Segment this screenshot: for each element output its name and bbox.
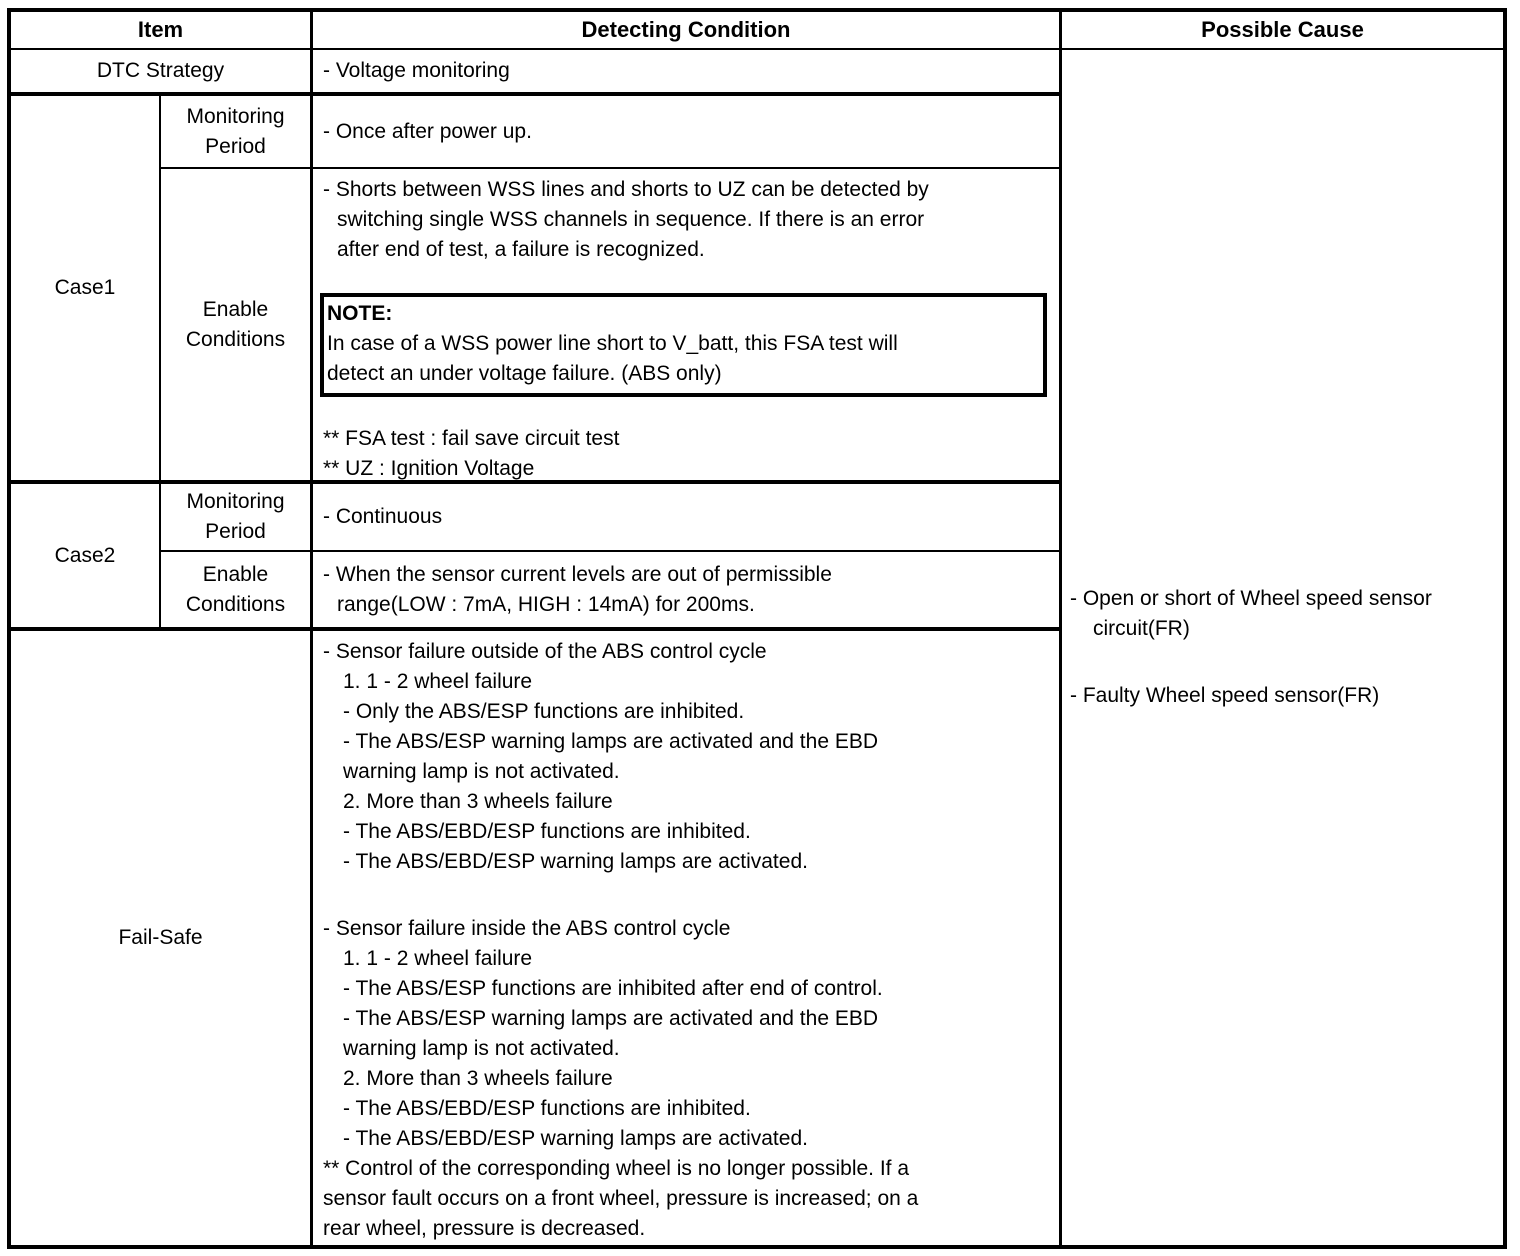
dtc-diagnostic-table [7, 8, 1507, 1249]
text-line: In case of a WSS power line short to V_batt, this FSA test will [327, 332, 898, 355]
possible-cause-cell [1059, 48, 1503, 1245]
text-line: - The ABS/EBD/ESP warning lamps are activated. [343, 1127, 808, 1150]
text-line: - Continuous [323, 505, 443, 528]
text-line: - Sensor failure outside of the ABS control cycle [323, 640, 767, 663]
text-line: ** Control of the corresponding wheel is no longer possible. If a [323, 1157, 910, 1180]
case2-monitoring-period-condition-cell [310, 480, 1059, 550]
case1-enable-conditions-cell [310, 167, 1059, 480]
text-line: - The ABS/EBD/ESP functions are inhibited. [343, 820, 751, 843]
enable-conditions-footnotes [323, 424, 1053, 480]
text-section [1070, 681, 1499, 711]
text-line: sensor fault occurs on a front wheel, pressure is increased; on a [323, 1187, 919, 1210]
column-header-item: Item [137, 17, 184, 42]
row-label-dtc-strategy: DTC Strategy [11, 48, 310, 92]
note-box [320, 293, 1047, 397]
text-line: warning lamp is not activated. [343, 1037, 620, 1060]
row-label-case1: Case1 [11, 92, 159, 480]
text-line: - Faulty Wheel speed sensor(FR) [1070, 684, 1380, 707]
case2-enable-conditions-label: Enable Conditions [159, 550, 310, 627]
text-line: range(LOW : 7mA, HIGH : 14mA) for 200ms. [337, 592, 755, 616]
case1-monitoring-period-label: Monitoring Period [159, 92, 310, 167]
text-line: 1. 1 - 2 wheel failure [343, 670, 533, 693]
text-line: - Once after power up. [323, 119, 532, 143]
text-line: - Voltage monitoring [323, 59, 510, 82]
text-line: ** UZ : Ignition Voltage [323, 457, 535, 480]
text-section [323, 914, 1053, 1244]
text-line: 2. More than 3 wheels failure [343, 790, 613, 813]
note-title: NOTE: [327, 302, 393, 325]
text-line: detect an under voltage failure. (ABS only) [327, 362, 722, 385]
text-line: switching single WSS channels in sequence. If there is an error [337, 208, 925, 231]
row-label-fail-safe: Fail-Safe [11, 627, 310, 1245]
text-line: warning lamp is not activated. [343, 760, 620, 783]
text-line: 2. More than 3 wheels failure [343, 1067, 613, 1090]
fail-safe-condition-cell [310, 627, 1059, 1245]
enable-conditions-description [323, 175, 1053, 265]
case1-enable-conditions-label: Enable Conditions [159, 167, 310, 480]
text-line: after end of test, a failure is recognized. [337, 238, 705, 261]
case1-monitoring-period-condition-cell [310, 92, 1059, 167]
text-line: 1. 1 - 2 wheel failure [343, 947, 533, 970]
text-line: ** FSA test : fail save circuit test [323, 427, 620, 450]
text-line: - Shorts between WSS lines and shorts to UZ can be detected by [323, 178, 929, 201]
text-line: - The ABS/ESP warning lamps are activated and the EBD [343, 1007, 879, 1030]
note-body [327, 329, 1039, 389]
case2-monitoring-period-label: Monitoring Period [159, 480, 310, 550]
text-line: circuit(FR) [1093, 617, 1190, 640]
text-line: - Open or short of Wheel speed sensor [1070, 587, 1432, 610]
text-line: - The ABS/EBD/ESP functions are inhibited. [343, 1097, 751, 1120]
dtc-strategy-condition-cell [310, 48, 1059, 92]
text-line: - Sensor failure inside the ABS control cycle [323, 917, 731, 940]
text-line: - The ABS/ESP warning lamps are activated and the EBD [343, 730, 879, 753]
text-line: - The ABS/ESP functions are inhibited after end of control. [343, 977, 883, 1000]
text-section [1070, 584, 1499, 644]
column-header-detecting-condition: Detecting Condition [310, 12, 1059, 48]
text-line: - When the sensor current levels are out of permissible [323, 562, 832, 586]
case2-enable-conditions-cell [310, 550, 1059, 627]
column-header-possible-cause: Possible Cause [1059, 12, 1503, 48]
text-line: - The ABS/EBD/ESP warning lamps are activated. [343, 850, 808, 873]
text-line: rear wheel, pressure is decreased. [323, 1217, 646, 1240]
text-section [323, 637, 1053, 877]
row-label-case2: Case2 [11, 480, 159, 627]
text-line: - Only the ABS/ESP functions are inhibited. [343, 700, 745, 723]
